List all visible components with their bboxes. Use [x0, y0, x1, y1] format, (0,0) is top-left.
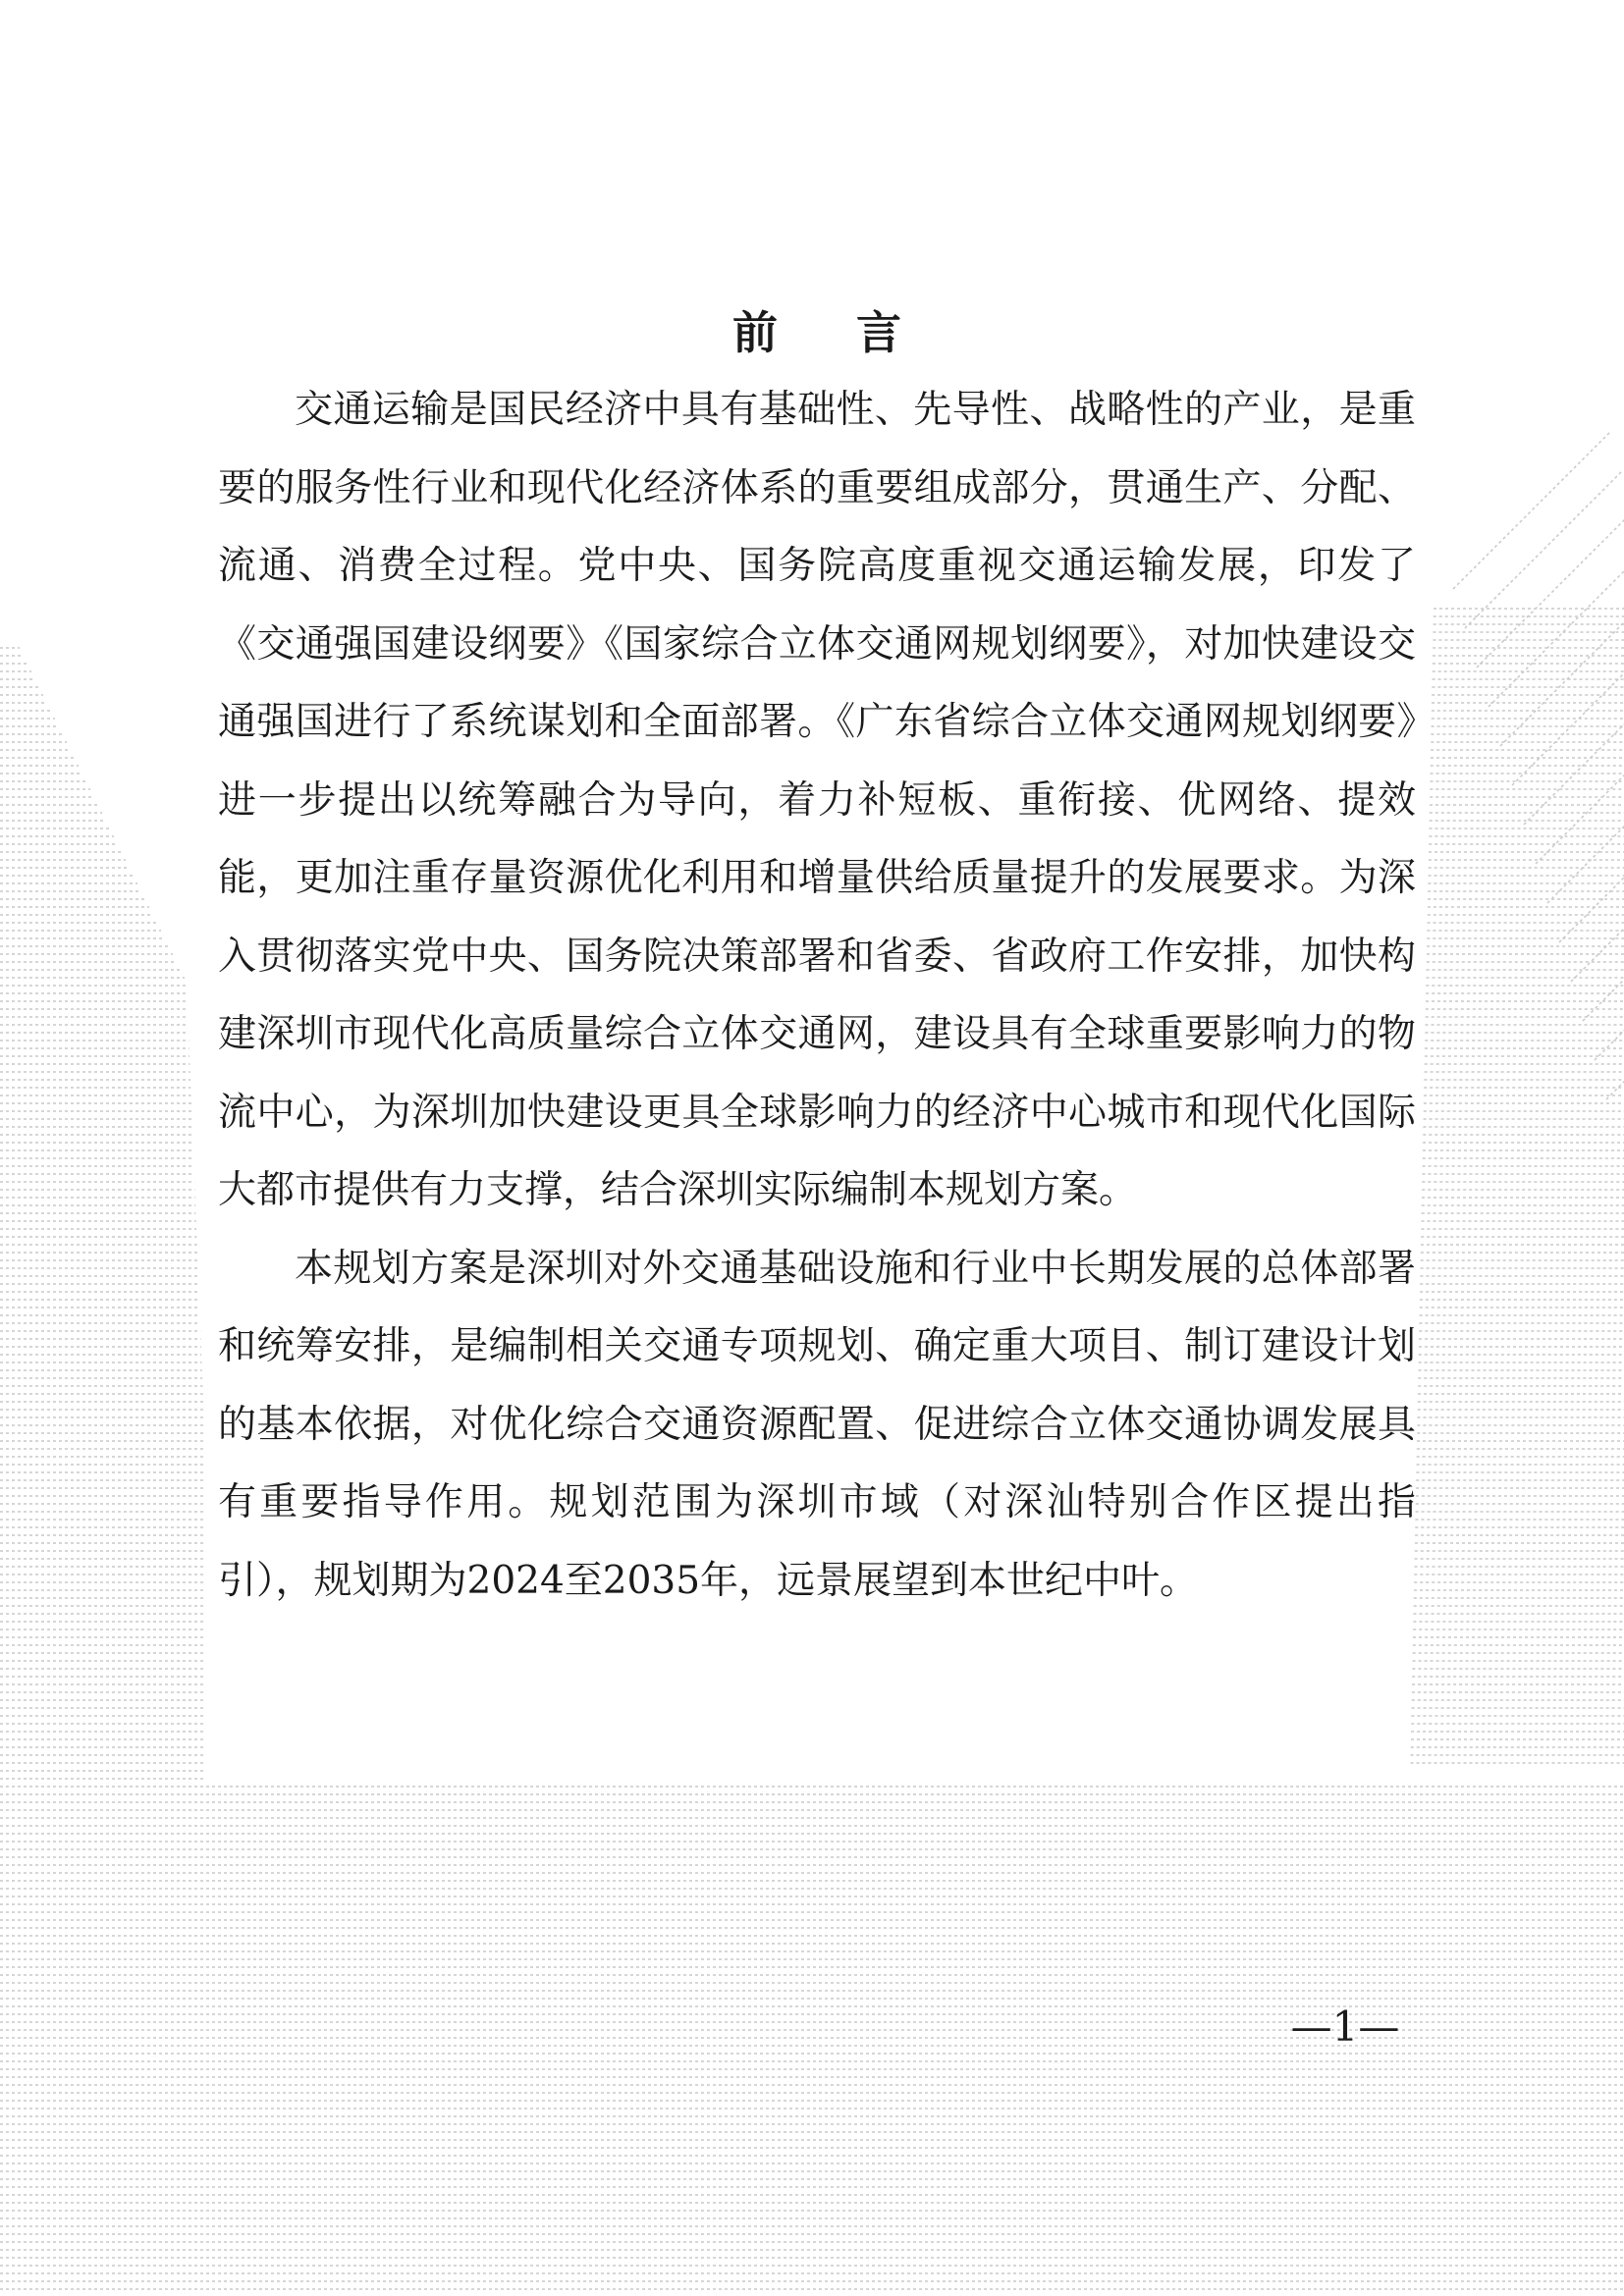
page-number: —1—: [1290, 2002, 1400, 2051]
paragraph-2: 本规划方案是深圳对外交通基础设施和行业中长期发展的总体部署和统筹安排，是编制相关交通专项规划、确定重大项目、制订建设计划的基本依据，对优化综合交通资源配置、促进综合立体交通协调发展具有重要指导作用。规划范围为深圳市域（对深汕特别合作区提出指引），规划期为2024至2035年，远景展望到本世纪中叶。: [218, 1246, 1416, 1603]
page-content: [218, 294, 1416, 1620]
paragraph-1: 交通运输是国民经济中具有基础性、先导性、战略性的产业，是重要的服务性行业和现代化经济体系的重要组成部分，贯通生产、分配、流通、消费全过程。党中央、国务院高度重视交通运输发展，印发了《交通强国建设纲要》《国家综合立体交通网规划纲要》，对加快建设交通强国进行了系统谋划和全面部署。《广东省综合立体交通网规划纲要》进一步提出以统筹融合为导向，着力补短板、重衔接、优网络、提效能，更加注重存量资源优化利用和增量供给质量提升的发展要求。为深入贯彻落实党中央、国务院决策部署和省委、省政府工作安排，加快构建深圳市现代化高质量综合立体交通网，建设具有全球重要影响力的物流中心，为深圳加快建设更具全球影响力的经济中心城市和现代化国际大都市提供有力支撑，结合深圳实际编制本规划方案。: [218, 388, 1416, 1212]
page-title: 前 言: [731, 306, 933, 359]
